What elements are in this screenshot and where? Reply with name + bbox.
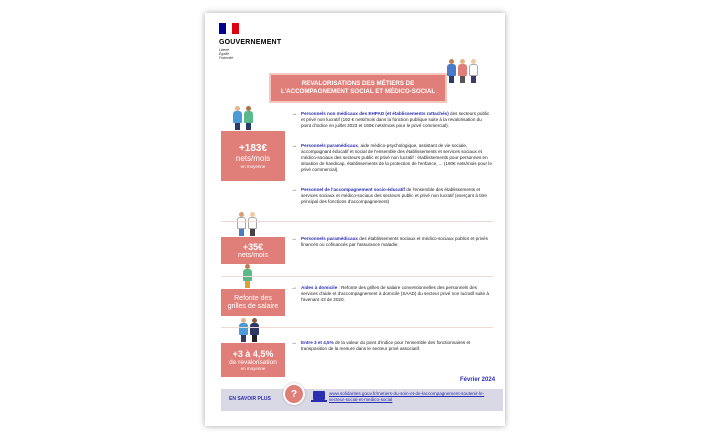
entry-aides-domicile: → Aides à domicile : Refonte des grilles de salaire conventionnelles des personnels des services d'aide et d'accompagnement à domicile (SAAD) du secteur privé non lucratif suite à l'avenant 43 de 2020. — [291, 285, 489, 302]
divider — [221, 276, 493, 277]
badge-183-euros: +183€ nets/mois en moyenne — [221, 131, 285, 181]
entry-point-indice: → Entre 3 et 4,5% de la valeur du point d'indice pour l'ensemble des fonctionnaires et transposition de la mesure dans le secteur privé associatif. — [291, 340, 471, 351]
page-title — [269, 73, 447, 103]
arrow-icon: → — [291, 236, 297, 242]
french-flag-logo — [219, 23, 239, 34]
publication-date: Février 2024 — [460, 377, 496, 383]
arrow-icon: → — [291, 143, 297, 149]
entry-paramedical: → Personnels paramédicaux, aide médico-psychologique, assistant de vie sociale, accompagnant éducatif et social de l'ensemble des établissements et services sociaux et médico-sociaux des secteurs public et privé non lucratif : établissements pour personnes en situation de handicap, établissements de la protection de l'enfance, ... (160€ nets/mois pour le privé commercial). — [291, 143, 492, 172]
arrow-icon: → — [291, 340, 297, 346]
staff-illustration — [239, 318, 259, 342]
laptop-icon — [313, 391, 325, 400]
entry-socio-educatif: → Personnel de l'accompagnement socio-éducatif de l'ensemble des établissements et services sociaux et médico-sociaux des secteurs public et privé non lucratif (exerçant à titre principal des fonctions d'accompagnement) — [291, 187, 487, 204]
question-mark-icon: ? — [283, 383, 305, 405]
divider — [221, 327, 493, 328]
document-page — [205, 13, 505, 426]
nurses-illustration — [233, 106, 253, 130]
arrow-icon: → — [291, 111, 297, 117]
government-brand: GOUVERNEMENT — [219, 39, 282, 46]
badge-salary-grids: Refonte des grilles de salaire — [221, 289, 285, 316]
badge-point-indice: +3 à 4,5% de revalorisation en moyenne — [221, 343, 285, 377]
divider — [221, 221, 493, 222]
arrow-icon: → — [291, 187, 297, 193]
title-line-2: L'ACCOMPAGNEMENT SOCIAL ET MÉDICO-SOCIAL — [280, 88, 436, 95]
arrow-icon: → — [291, 285, 297, 291]
doctors-illustration — [237, 212, 257, 236]
title-line-1: REVALORISATIONS DES MÉTIERS DE — [301, 80, 415, 87]
caregivers-illustration — [447, 59, 478, 83]
motto: Liberté Égalité Fraternité — [219, 48, 234, 60]
en-savoir-plus-label: EN SAVOIR PLUS — [229, 396, 271, 402]
more-info-link[interactable]: www.solidarites.gouv.fr/metiers-du-soin-et-de-laccompagnement-soutenir-le-secteur-social-et-medico-social — [329, 391, 485, 402]
entry-ehpad: → Personnels non médicaux des EHPAD (et établissements rattachés) des secteurs public et privé non lucratif (192 € nets/mois dans la fonction publique suite à la revalorisation du point d'indice en juillet 2023 et 160€ nets/mois pour le privé commercial). — [291, 111, 490, 128]
entry-paramedical-35: → Personnels paramédicaux des établissements sociaux et médico-sociaux publics et privés financés ou cofinancés par l'assurance maladie. — [291, 236, 488, 247]
badge-35-euros: +35€ nets/mois — [221, 237, 285, 264]
